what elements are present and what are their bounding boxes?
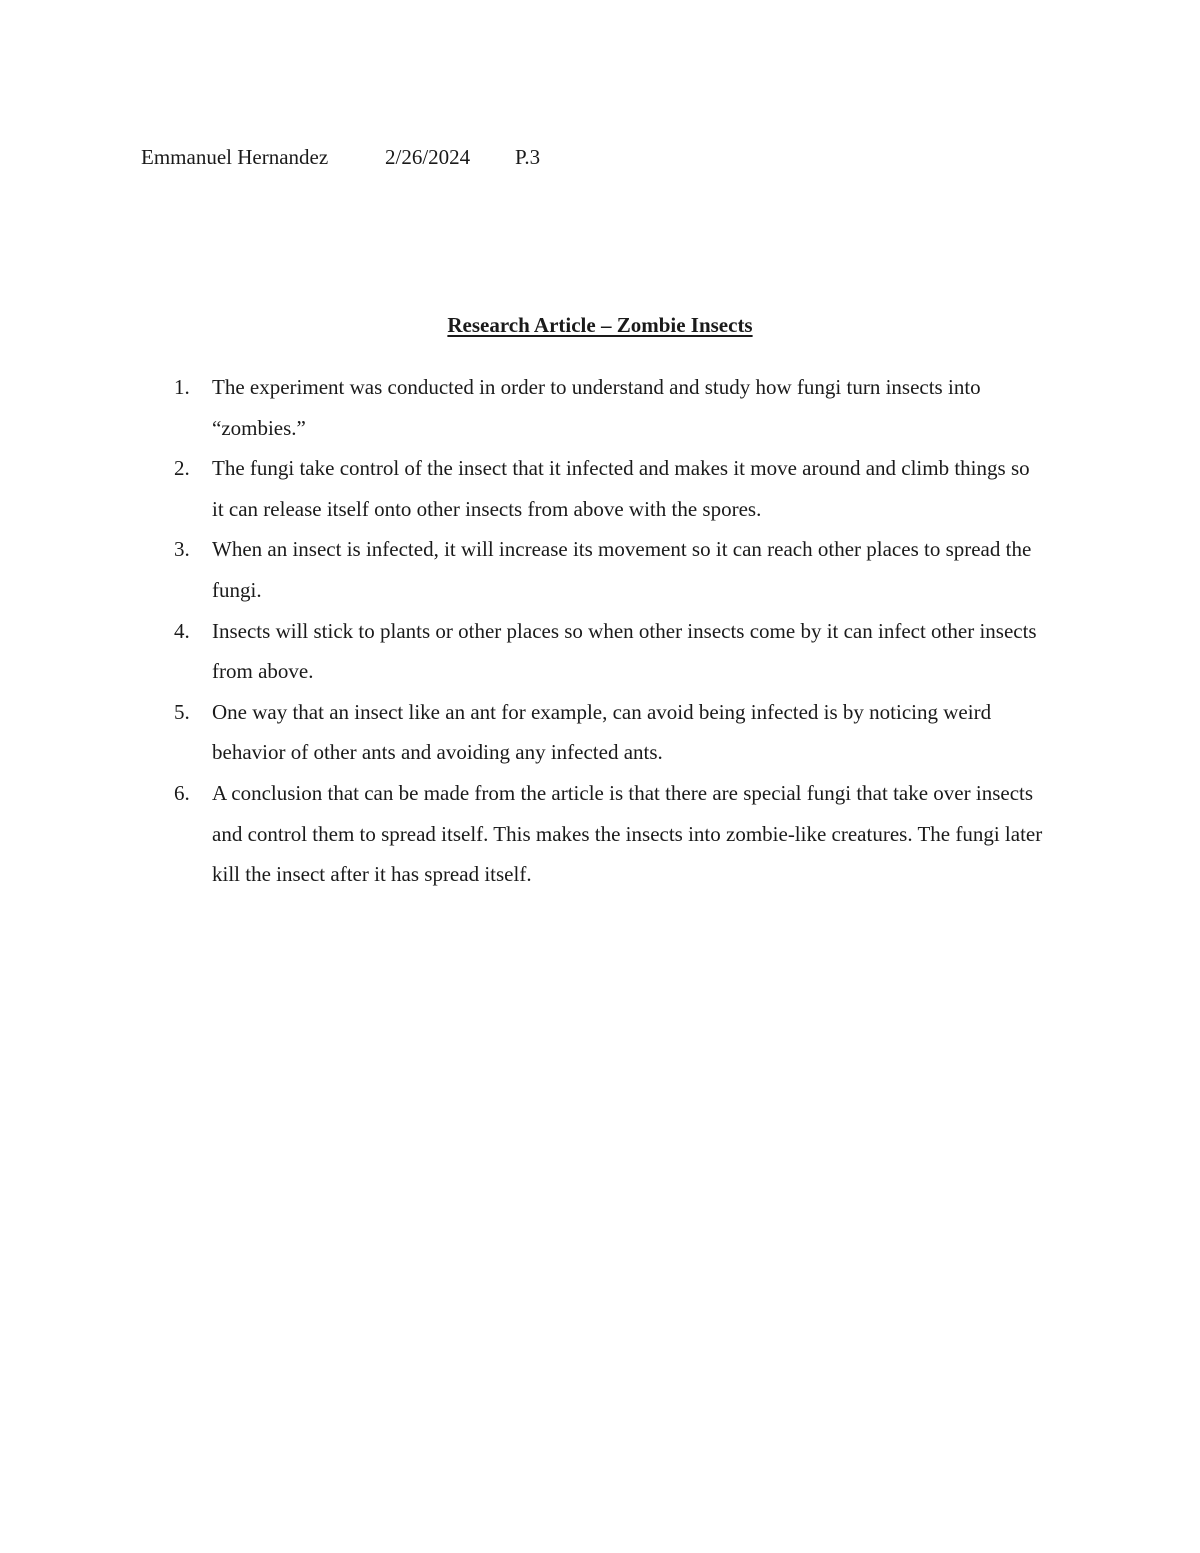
list-item-text: When an insect is infected, it will increase its movement so it can reach other places to spread the fungi. [212,537,1032,602]
list-item-text: One way that an insect like an ant for example, can avoid being infected is by noticing weird behavior of other ants and avoiding any infected ants. [212,699,992,765]
list-item-number: 4. [174,618,190,643]
list-item-number: 1. [174,375,190,399]
document-title: Research Article – Zombie Insects [447,313,753,337]
answer-list [0,367,1200,895]
class-period: P.3 [515,145,541,169]
list-item [0,448,1044,529]
list-item [0,773,1044,895]
list-item [0,529,1044,610]
list-item-number: 2. [174,456,190,481]
list-item-number: 3. [174,537,190,562]
list-item [0,611,1044,692]
list-item-number: 6. [174,780,190,805]
list-item-number: 5. [174,699,190,724]
list-item-text: Insects will stick to plants or other places so when other insects come by it can infect other insects from above. [212,618,1037,684]
list-item-text: The fungi take control of the insect that it infected and makes it move around and climb things so it can release itself onto other insects from above with the spores. [212,456,1030,521]
header-line [141,143,540,171]
list-item [0,367,1044,448]
list-item-text: The experiment was conducted in order to understand and study how fungi turn insects into “zombies.” [212,375,981,440]
list-item-text: A conclusion that can be made from the article is that there are special fungi that take over insects and control them to spread itself. This makes the insects into zombie-like creatures. The fungi later kill the insect after it has spread itself. [212,780,1043,887]
list-item [0,692,1044,773]
student-name: Emmanuel Hernandez [141,145,329,169]
assignment-date: 2/26/2024 [385,145,471,169]
